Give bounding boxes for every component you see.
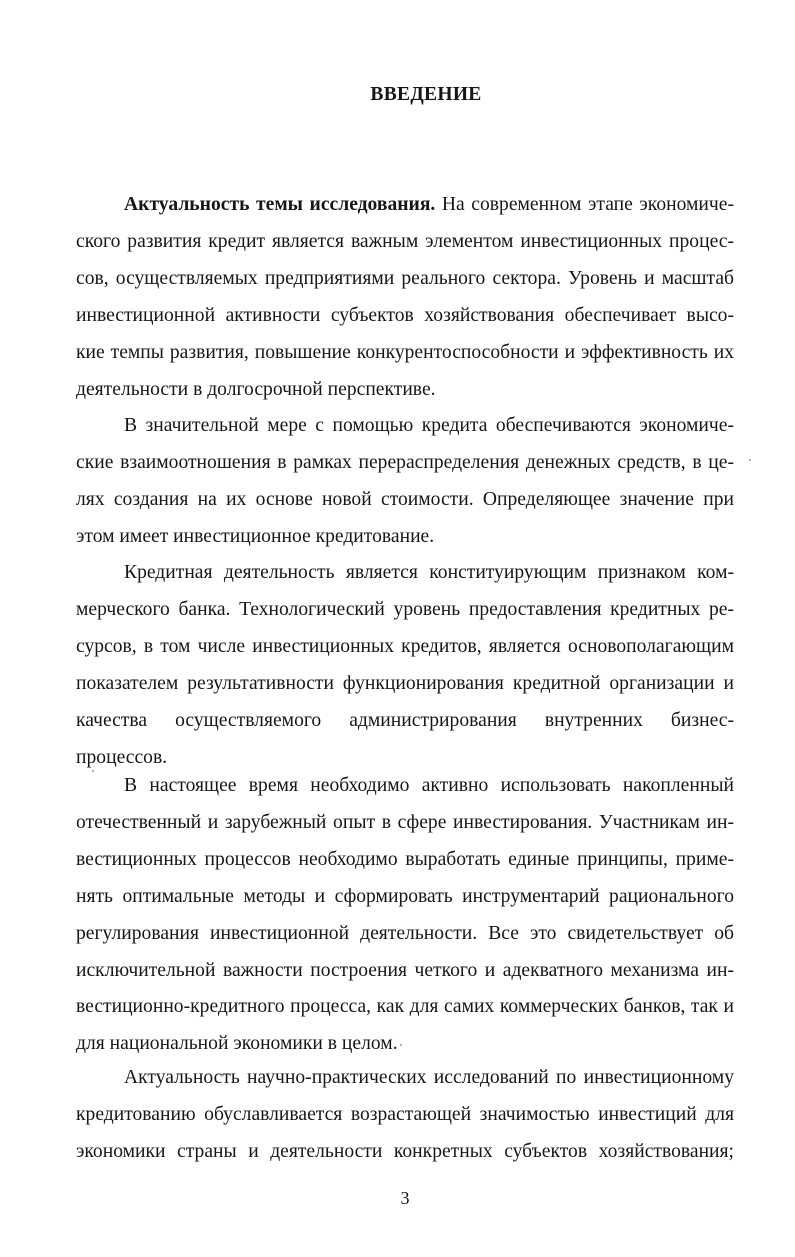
text-line: сов, осуществляемых предприятиями реального сектора. Уровень и масштаб: [76, 267, 734, 289]
lead-phrase: Актуальность темы исследования.: [124, 194, 436, 215]
text-line: экономики страны и деятельности конкретных субъектов хозяйствования;: [76, 1140, 734, 1162]
text-line: исключительной важности построения четкого и адекватного механизма ин-: [76, 959, 734, 981]
scan-speck: [749, 459, 751, 461]
text-line: показателем результативности функционирования кредитной организации и: [76, 672, 734, 694]
text-line: [76, 187, 734, 224]
text-line: этом имеет инвестиционное кредитование.: [76, 525, 435, 547]
text-line: В значительной мере с помощью кредита обеспечиваются экономиче-: [124, 415, 734, 436]
text-line: для национальной экономики в целом.: [76, 1033, 398, 1055]
text-line: деятельности в долгосрочной перспективе.: [76, 378, 436, 400]
text-line: ского развития кредит является важным элементом инвестиционных процес-: [76, 230, 734, 252]
text-line: вестиционных процессов необходимо выработать единые принципы, приме-: [76, 848, 734, 870]
paragraph-relevance: [76, 187, 734, 408]
paragraph-credit-role: [76, 408, 734, 556]
text-line: качества осуществляемого администрирования внутренних бизнес-: [76, 709, 734, 731]
text-line: Актуальность научно-практических исследований по инвестиционному: [124, 1067, 734, 1088]
paragraph-experience: [76, 768, 734, 1063]
page-title: ВВЕДЕНИЕ: [370, 84, 482, 105]
text-line: мерческого банка. Технологический уровень предоставления кредитных ре-: [76, 598, 734, 620]
scan-speck: [400, 1044, 402, 1046]
text-line: вестиционно-кредитного процесса, как для самих коммерческих банков, так и: [76, 996, 734, 1018]
paragraph-bank-activity: [76, 555, 734, 776]
text-line: кие темпы развития, повышение конкурентоспособности и эффективность их: [76, 341, 734, 363]
page-number: 3: [400, 1188, 410, 1208]
text-line: инвестиционной активности субъектов хозяйствования обеспечивает высо-: [76, 304, 734, 326]
text-line-rest: На современном этапе экономиче-: [435, 194, 734, 215]
text-line: нять оптимальные методы и сформировать инструментарий рационального: [76, 885, 734, 907]
text-line: ские взаимоотношения в рамках перераспределения денежных средств, в це-: [76, 451, 734, 473]
text-line: отечественный и зарубежный опыт в сфере инвестирования. Участникам ин-: [76, 811, 734, 833]
text-line: процессов.: [76, 746, 168, 768]
text-line: сурсов, в том числе инвестиционных кредитов, является основополагающим: [76, 635, 734, 657]
text-line: лях создания на их основе новой стоимости. Определяющее значение при: [76, 488, 734, 510]
scan-speck: [92, 770, 94, 772]
text-line: В настоящее время необходимо активно использовать накопленный: [124, 775, 734, 796]
text-line: Кредитная деятельность является конституирующим признаком ком-: [124, 562, 734, 583]
text-line: регулирования инвестиционной деятельности. Все это свидетельствует об: [76, 922, 734, 944]
paragraph-research-relevance: [76, 1060, 734, 1171]
text-line: кредитованию обуславливается возрастающей значимостью инвестиций для: [76, 1103, 734, 1125]
